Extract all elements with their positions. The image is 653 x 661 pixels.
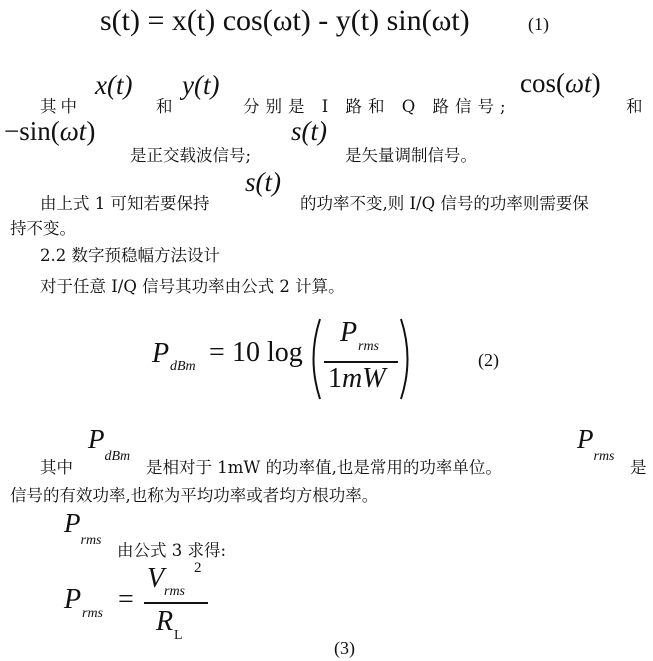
para3-line2: 信号的有效功率,也称为平均功率或者均方根功率。 (10, 486, 379, 505)
para1-fenbie: 分别是 I 路和 Q 路信号; (243, 97, 512, 116)
eq3-lhs-P: P (64, 584, 82, 615)
para1-he-1: 和 (156, 97, 173, 116)
symbol-x-t: x(t) (95, 70, 133, 100)
para1-shiliang: 是矢量调制信号。 (345, 146, 477, 165)
para2-symbol-s-t: s(t) (245, 167, 281, 197)
eq2-equals: = (209, 337, 225, 368)
para3-symbol-pdbm (88, 424, 131, 464)
equation-1-formula: s(t) = x(t) cos(ωt) - y(t) sin(ωt) (100, 4, 470, 37)
pdbm-main: P (88, 424, 105, 454)
equation-1-number: (1) (528, 14, 549, 34)
symbol-neg-sin-wt: −sin(ωt) (4, 116, 96, 146)
eq3-den-sub: L (174, 628, 183, 643)
right-paren-icon (399, 317, 415, 401)
symbol-s-t: s(t) (291, 116, 327, 146)
para1-he-2: 和 (626, 97, 643, 116)
symbol-cos-wt: cos(ωt) (520, 68, 601, 98)
para3-mid: 是相对于 1mW 的功率值,也是常用的功率单位。 (146, 458, 502, 477)
equation-2-number: (2) (478, 350, 499, 370)
equation-3 (64, 560, 264, 645)
equation-1 (100, 4, 470, 38)
equation-3-number: (3) (334, 638, 355, 658)
equation-2 (152, 317, 422, 403)
para1-qizhong: 其中 (40, 97, 81, 116)
prms-main: P (577, 424, 594, 454)
eq3-equals: = (118, 584, 134, 615)
para3-qizhong: 其中 (40, 458, 73, 477)
para4-prms-sub: rms (80, 533, 102, 548)
eq3-lhs-sub: rms (82, 606, 104, 621)
eq3-num-sup: 2 (194, 560, 202, 576)
para3-shi: 是 (630, 458, 647, 477)
pdbm-sub: dBm (104, 449, 131, 464)
eq3-den-R: R (156, 606, 174, 637)
eq3-num-V: V (147, 563, 165, 594)
left-paren-icon (306, 317, 322, 401)
prms-sub: rms (593, 449, 615, 464)
symbol-y-t: y(t) (182, 70, 220, 100)
para2-line2: 持不变。 (10, 219, 76, 238)
para1-zhengjiao: 是正交载波信号; (130, 146, 252, 165)
para3-symbol-prms (577, 424, 615, 464)
eq2-lhs-P: P (152, 338, 170, 369)
eq3-num-sub: rms (164, 584, 186, 599)
eq3-fraction-bar (144, 602, 208, 604)
section-heading: 2.2 数字预稳幅方法设计 (40, 246, 220, 265)
para4-text: 由公式 3 求得: (117, 541, 227, 560)
section-intro: 对于任意 I/Q 信号其功率由公式 2 计算。 (40, 277, 345, 296)
eq2-num-P: P (340, 317, 358, 348)
eq2-den: 1mW (328, 363, 386, 394)
eq2-coef: 10 log (232, 337, 303, 368)
para2-post: 的功率不变,则 I/Q 信号的功率则需要保 (300, 194, 589, 213)
para4-symbol-prms (64, 508, 102, 548)
para4-prms-main: P (64, 508, 81, 538)
eq2-lhs-sub: dBm (170, 359, 196, 374)
para2-pre: 由上式 1 可知若要保持 (40, 194, 210, 213)
eq2-num-sub: rms (358, 339, 380, 354)
